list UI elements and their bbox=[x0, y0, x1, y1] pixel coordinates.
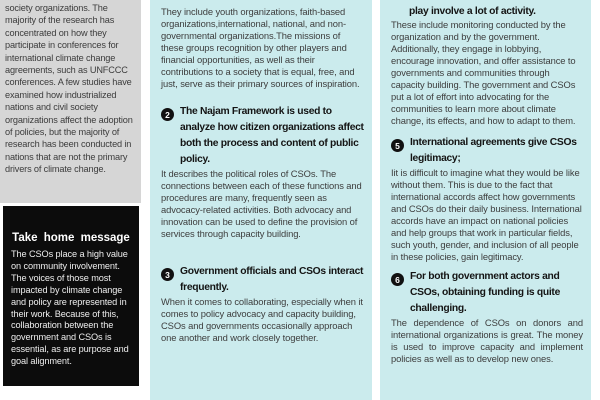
section-2 bbox=[161, 104, 364, 168]
section-3-heading: Government officials and CSOs interact frequently. bbox=[180, 266, 364, 293]
section-4-heading-continuation: play involve a lot of activity. bbox=[409, 6, 536, 17]
section-6-body: The dependence of CSOs on donors and international organizations is great. The money is used to improve capacity and implement policies as well as to develop new ones. bbox=[391, 317, 583, 364]
middle-panel bbox=[150, 0, 372, 400]
section-number-badge-6: 6 bbox=[391, 273, 404, 286]
take-home-message-box bbox=[3, 206, 139, 386]
research-paragraph: society organizations. The majority of the research has concentrated on how they participate in conferences for international climate change agreements, such as UNFCCC conferences. A few studies have examined how industrialized nations and civil society organizations affect the adoption of policies, but the majority of research has been conducted in nations that are not the primary drivers of climate change. bbox=[5, 3, 133, 175]
section-number-badge-2: 2 bbox=[161, 108, 174, 121]
section-number-badge-3: 3 bbox=[161, 268, 174, 281]
section-number-badge-5: 5 bbox=[391, 139, 404, 152]
section-5-heading: International agreements give CSOs legitimacy; bbox=[410, 137, 577, 164]
take-home-body: The CSOs place a high value on community involvement. The voices of those most impacted by climate change and policy are represented in their work. Because of this, collaboration between the government and CSOs is essential, as are purpose and goal alignment. bbox=[11, 249, 129, 367]
section-4-body: These include monitoring conducted by the organization and by the government. Additionally, they engage in lobbying, encourage innovation, and offer assistance to governments and communities through capacity building. The government and CSOs put a lot of effort into advocating for the communities to learn more about climate change, its effects, and how to adapt to them. bbox=[391, 19, 576, 126]
section-5-body: Iit is difficult to imagine what they would be like without them. This is due to the fact that international accords affect how governments and CSOs do their daily business. International accords have an impact on national policies and help groups that work in particular fields, such youth, gender, and inclusion of all people in these policies, gain legitimacy. bbox=[391, 167, 582, 262]
section-2-body: It describes the political roles of CSOs. The connections between each of these functions and procedures are many, frequently seen as advocacy-related activities. Both advocacy and innovation can be used to define the provision of services through capacity building. bbox=[161, 168, 362, 239]
section-6-heading: For both government actors and CSOs, obtaining funding is quite challenging. bbox=[410, 271, 560, 314]
take-home-title: Take home message bbox=[12, 232, 130, 244]
right-panel bbox=[380, 0, 591, 400]
left-column-research-text bbox=[0, 0, 141, 203]
section-3-body: When it comes to collaborating, especially when it comes to policy advocacy and capacity building, CSOs and governments occasionally approach one another and work closely together. bbox=[161, 296, 363, 343]
middle-intro-paragraph: They include youth organizations, faith-based organizations,international, national, and non-governmental organizations.The missions of these groups recognition by other players and financial opportunities, as well as their contributions to a society that is equal, free, and just, serve as their primary sources of inspiration. bbox=[161, 6, 360, 89]
section-6 bbox=[391, 269, 583, 317]
section-5 bbox=[391, 135, 583, 167]
section-3 bbox=[161, 264, 364, 296]
section-2-heading: The Najam Framework is used to analyze how citizen organizations affect both the process and content of public policy. bbox=[180, 106, 364, 165]
